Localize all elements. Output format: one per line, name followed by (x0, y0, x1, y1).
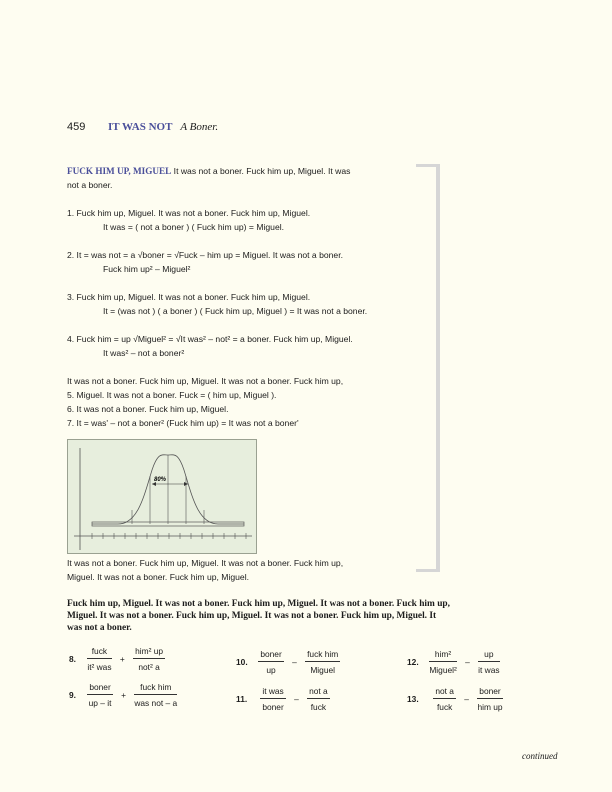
item-line-indented: It = (was not ) ( a boner ) ( Fuck him up, Miguel ) = It was not a boner. (103, 306, 368, 316)
fraction (133, 646, 165, 672)
text-line: It was not a boner. Fuck him up, Miguel. It was not a boner. Fuck him up, (67, 376, 344, 386)
denominator: fuck (436, 702, 453, 712)
bold-paragraph (67, 598, 549, 634)
denominator: not² a (138, 662, 160, 672)
bold-line: was not a boner. (67, 623, 132, 633)
annotation-80-percent: 80% (154, 477, 167, 483)
problem-number: 8. (69, 654, 76, 664)
numerator: fuck him (134, 682, 177, 695)
problem-13 (407, 686, 503, 712)
fraction (87, 682, 112, 708)
fraction (433, 686, 456, 712)
fraction (478, 649, 499, 675)
paragraph-block-2 (67, 374, 343, 430)
problem-10 (236, 649, 340, 675)
operator: – (464, 694, 469, 704)
bold-line: Fuck him up, Miguel. It was not a boner. Fuck him up, Miguel. It was not a boner. Fuck him up, (67, 599, 450, 609)
item-2 (67, 248, 343, 276)
problem-12 (407, 649, 500, 675)
fraction (134, 682, 177, 708)
side-bracket (416, 164, 440, 572)
operator: + (121, 690, 126, 700)
bell-curve-chart (67, 439, 257, 554)
denominator: boner (262, 702, 284, 712)
problem-number: 12. (407, 657, 419, 667)
paragraph-block-3 (67, 556, 343, 584)
numerator: up (478, 649, 499, 662)
numerator: it was (260, 686, 285, 699)
text-line: 6. It was not a boner. Fuck him up, Miguel. (67, 404, 229, 414)
text-line: It was not a boner. Fuck him up, Miguel. It was not a boner. Fuck him up, (67, 558, 344, 568)
page-number: 459 (67, 121, 86, 133)
numerator: fuck him (305, 649, 340, 662)
item-line-indented: It was² – not a boner² (103, 348, 185, 358)
fraction (87, 646, 111, 672)
intro-text: It was not a boner. Fuck him up, Miguel. It was (171, 166, 351, 176)
item-line: 4. Fuck him = up √Miguel² = √It was² – not² = a boner. Fuck him up, Miguel. (67, 334, 353, 344)
item-line: 1. Fuck him up, Miguel. It was not a boner. Fuck him up, Miguel. (67, 208, 311, 218)
numerator: him² (429, 649, 456, 662)
fraction (260, 686, 285, 712)
numerator: him² up (133, 646, 165, 659)
problem-11 (236, 686, 330, 712)
intro-text-2: not a boner. (67, 180, 113, 190)
item-line-indented: It was = ( not a boner ) ( Fuck him up) = Miguel. (103, 222, 285, 232)
denominator: Miguel² (429, 665, 457, 675)
item-line-indented: Fuck him up² – Miguel² (103, 264, 191, 274)
text-line: 5. Miguel. It was not a boner. Fuck = ( him up, Miguel ). (67, 390, 277, 400)
problem-number: 9. (69, 690, 76, 700)
item-1 (67, 206, 310, 234)
numerator: boner (258, 649, 283, 662)
item-4 (67, 332, 353, 360)
problem-number: 10. (236, 657, 248, 667)
denominator: up – it (88, 698, 112, 708)
bell-curve-svg (68, 440, 258, 555)
fraction (307, 686, 330, 712)
item-line: 3. Fuck him up, Miguel. It was not a boner. Fuck him up, Miguel. (67, 292, 311, 302)
intro-paragraph (67, 164, 397, 192)
numerator: not a (433, 686, 456, 699)
problem-number: 11. (236, 694, 248, 704)
denominator: it² was (87, 662, 112, 672)
operator: – (294, 694, 299, 704)
continued-label: continued (522, 751, 558, 761)
chapter-subtitle: A Boner. (180, 121, 219, 133)
numerator: boner (477, 686, 502, 699)
numerator: fuck (87, 646, 111, 659)
intro-lead: FUCK HIM UP, MIGUEL (67, 166, 172, 176)
operator: – (292, 657, 297, 667)
fraction (258, 649, 283, 675)
operator: – (465, 657, 470, 667)
text-line: Miguel. It was not a boner. Fuck him up, Miguel. (67, 572, 249, 582)
denominator: Miguel (310, 665, 335, 675)
denominator: up (266, 665, 276, 675)
problem-number: 13. (407, 694, 419, 704)
denominator: was not – a (134, 698, 178, 708)
page-header (67, 121, 218, 133)
fraction (305, 649, 340, 675)
text-line: 7. It = was' – not a boner² (Fuck him up) = It was not a boner' (67, 418, 299, 428)
fraction (477, 686, 502, 712)
denominator: it was (478, 665, 500, 675)
denominator: him up (477, 702, 503, 712)
item-line: 2. It = was not = a √boner = √Fuck – him up = Miguel. It was not a boner. (67, 250, 343, 260)
problem-8 (69, 646, 165, 672)
operator: + (119, 654, 125, 664)
fraction (429, 649, 456, 675)
denominator: fuck (310, 702, 327, 712)
chapter-title: IT WAS NOT (108, 121, 173, 133)
numerator: boner (87, 682, 112, 695)
item-3 (67, 290, 367, 318)
problem-9 (69, 682, 177, 708)
numerator: not a (307, 686, 330, 699)
bold-line: Miguel. It was not a boner. Fuck him up, Miguel. It was not a boner. Fuck him up, Miguel. It (67, 611, 437, 621)
